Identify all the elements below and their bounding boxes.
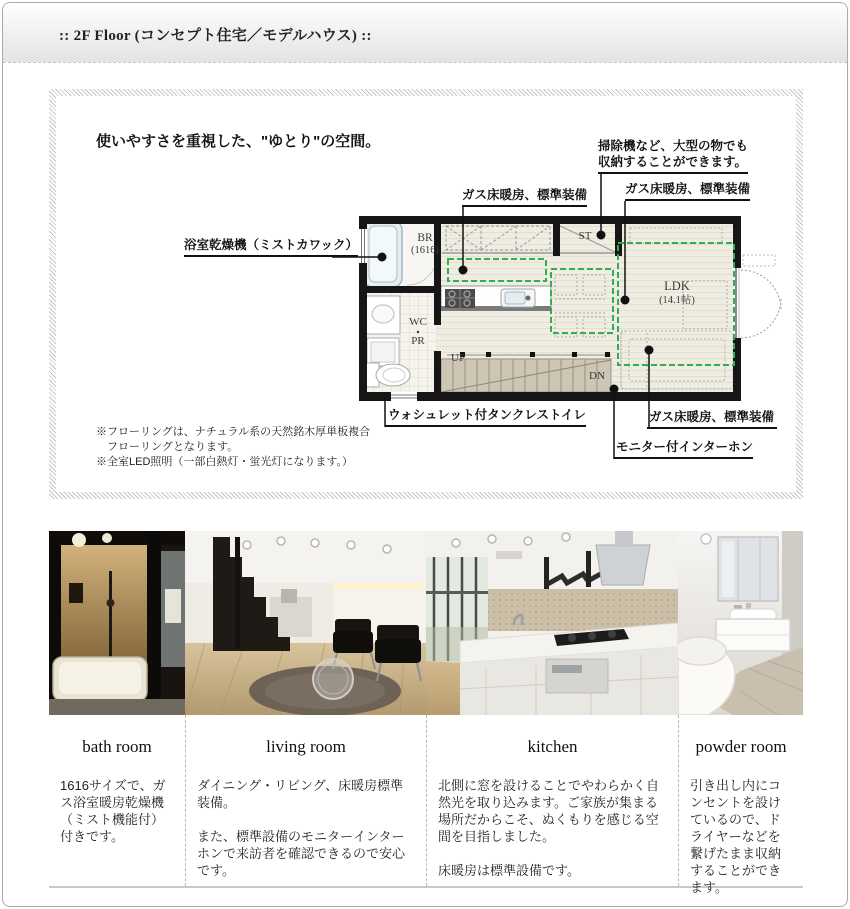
callout-toilet: ウォシュレット付タンクレストイレ	[385, 407, 586, 427]
caption-text: ダイニング・リビング、床暖房標準装備。	[197, 778, 404, 810]
callout-gas-heating-sofa: ガス床暖房、標準装備	[647, 409, 777, 429]
powderroom-photo	[678, 531, 803, 715]
page-header	[3, 3, 847, 63]
caption-livingroom	[185, 715, 426, 886]
bathroom-photo	[49, 531, 185, 715]
room-label-st: ST	[578, 230, 592, 242]
plan-note-line: フローリングとなります。	[96, 441, 239, 453]
page-title: :: 2F Floor (コンセプト住宅／モデルハウス) ::	[59, 28, 372, 44]
caption-text: また、標準設備のモニターインターホンで来訪者を確認できるので安心です。	[197, 829, 406, 878]
caption-text: 引き出し内にコンセントを設けているので、ドライヤーなどを繋げたまま収納することができます。	[690, 778, 782, 895]
room-label-br: BR	[417, 232, 433, 244]
stairs-label-up: UP	[451, 352, 466, 364]
page-container	[2, 2, 848, 907]
caption-text: 1616サイズで、ガス浴室暖房乾燥機（ミスト機能付）付きです。	[60, 778, 166, 844]
callout-storage: 掃除機など、大型の物でも 収納することができます。	[598, 138, 748, 174]
room-label-pr: PR	[411, 335, 425, 347]
cabinet	[367, 338, 399, 366]
callout-intercom: モニター付インターホン	[614, 439, 753, 459]
washbasin	[366, 296, 400, 334]
caption-powderroom	[678, 715, 803, 895]
caption-kitchen	[426, 715, 678, 886]
kitchen-photo	[426, 531, 678, 715]
livingroom-photo	[185, 531, 426, 715]
caption-title-livingroom: living room	[266, 737, 346, 756]
caption-title-kitchen: kitchen	[527, 737, 578, 756]
room-label-ldk: LDK	[664, 279, 690, 293]
callout-gas-heating-ldk: ガス床暖房、標準装備	[625, 181, 750, 201]
callout-gas-heating-kitchen: ガス床暖房、標準装備	[462, 187, 587, 207]
room-label-ldk-size: (14.1帖)	[659, 295, 695, 306]
plan-note-line: ※全室LED照明（一部白熱灯・蛍光灯になります。）	[96, 456, 354, 468]
photo-strip	[49, 531, 803, 715]
plan-notes	[96, 425, 370, 470]
room-label-br-size: (1616)	[411, 245, 439, 256]
floorplan-panel	[49, 89, 803, 499]
caption-title-bathroom: bath room	[82, 737, 152, 756]
caption-text: 北側に窓を設けることでやわらかく自然光を取り込みます。ご家族が集まる場所だからこそ、ぬくもりを感じる空間を目指しました。	[438, 778, 660, 844]
stairs-label-dn: DN	[589, 370, 605, 382]
toilet	[366, 363, 410, 387]
room-label-wc: WC	[409, 316, 427, 328]
caption-bathroom	[49, 715, 185, 886]
plan-headline: 使いやすさを重視した、"ゆとり"の空間。	[96, 133, 381, 150]
kitchen-counter	[441, 286, 551, 311]
callout-bath-dryer: 浴室乾燥機（ミストカワック）	[184, 237, 358, 257]
caption-title-powderroom: powder room	[695, 737, 787, 756]
caption-row	[49, 715, 803, 895]
caption-text: 床暖房は標準設備です。	[438, 863, 580, 878]
plan-note-line: ※フローリングは、ナチュラル系の天然銘木厚単板複合	[96, 426, 371, 438]
